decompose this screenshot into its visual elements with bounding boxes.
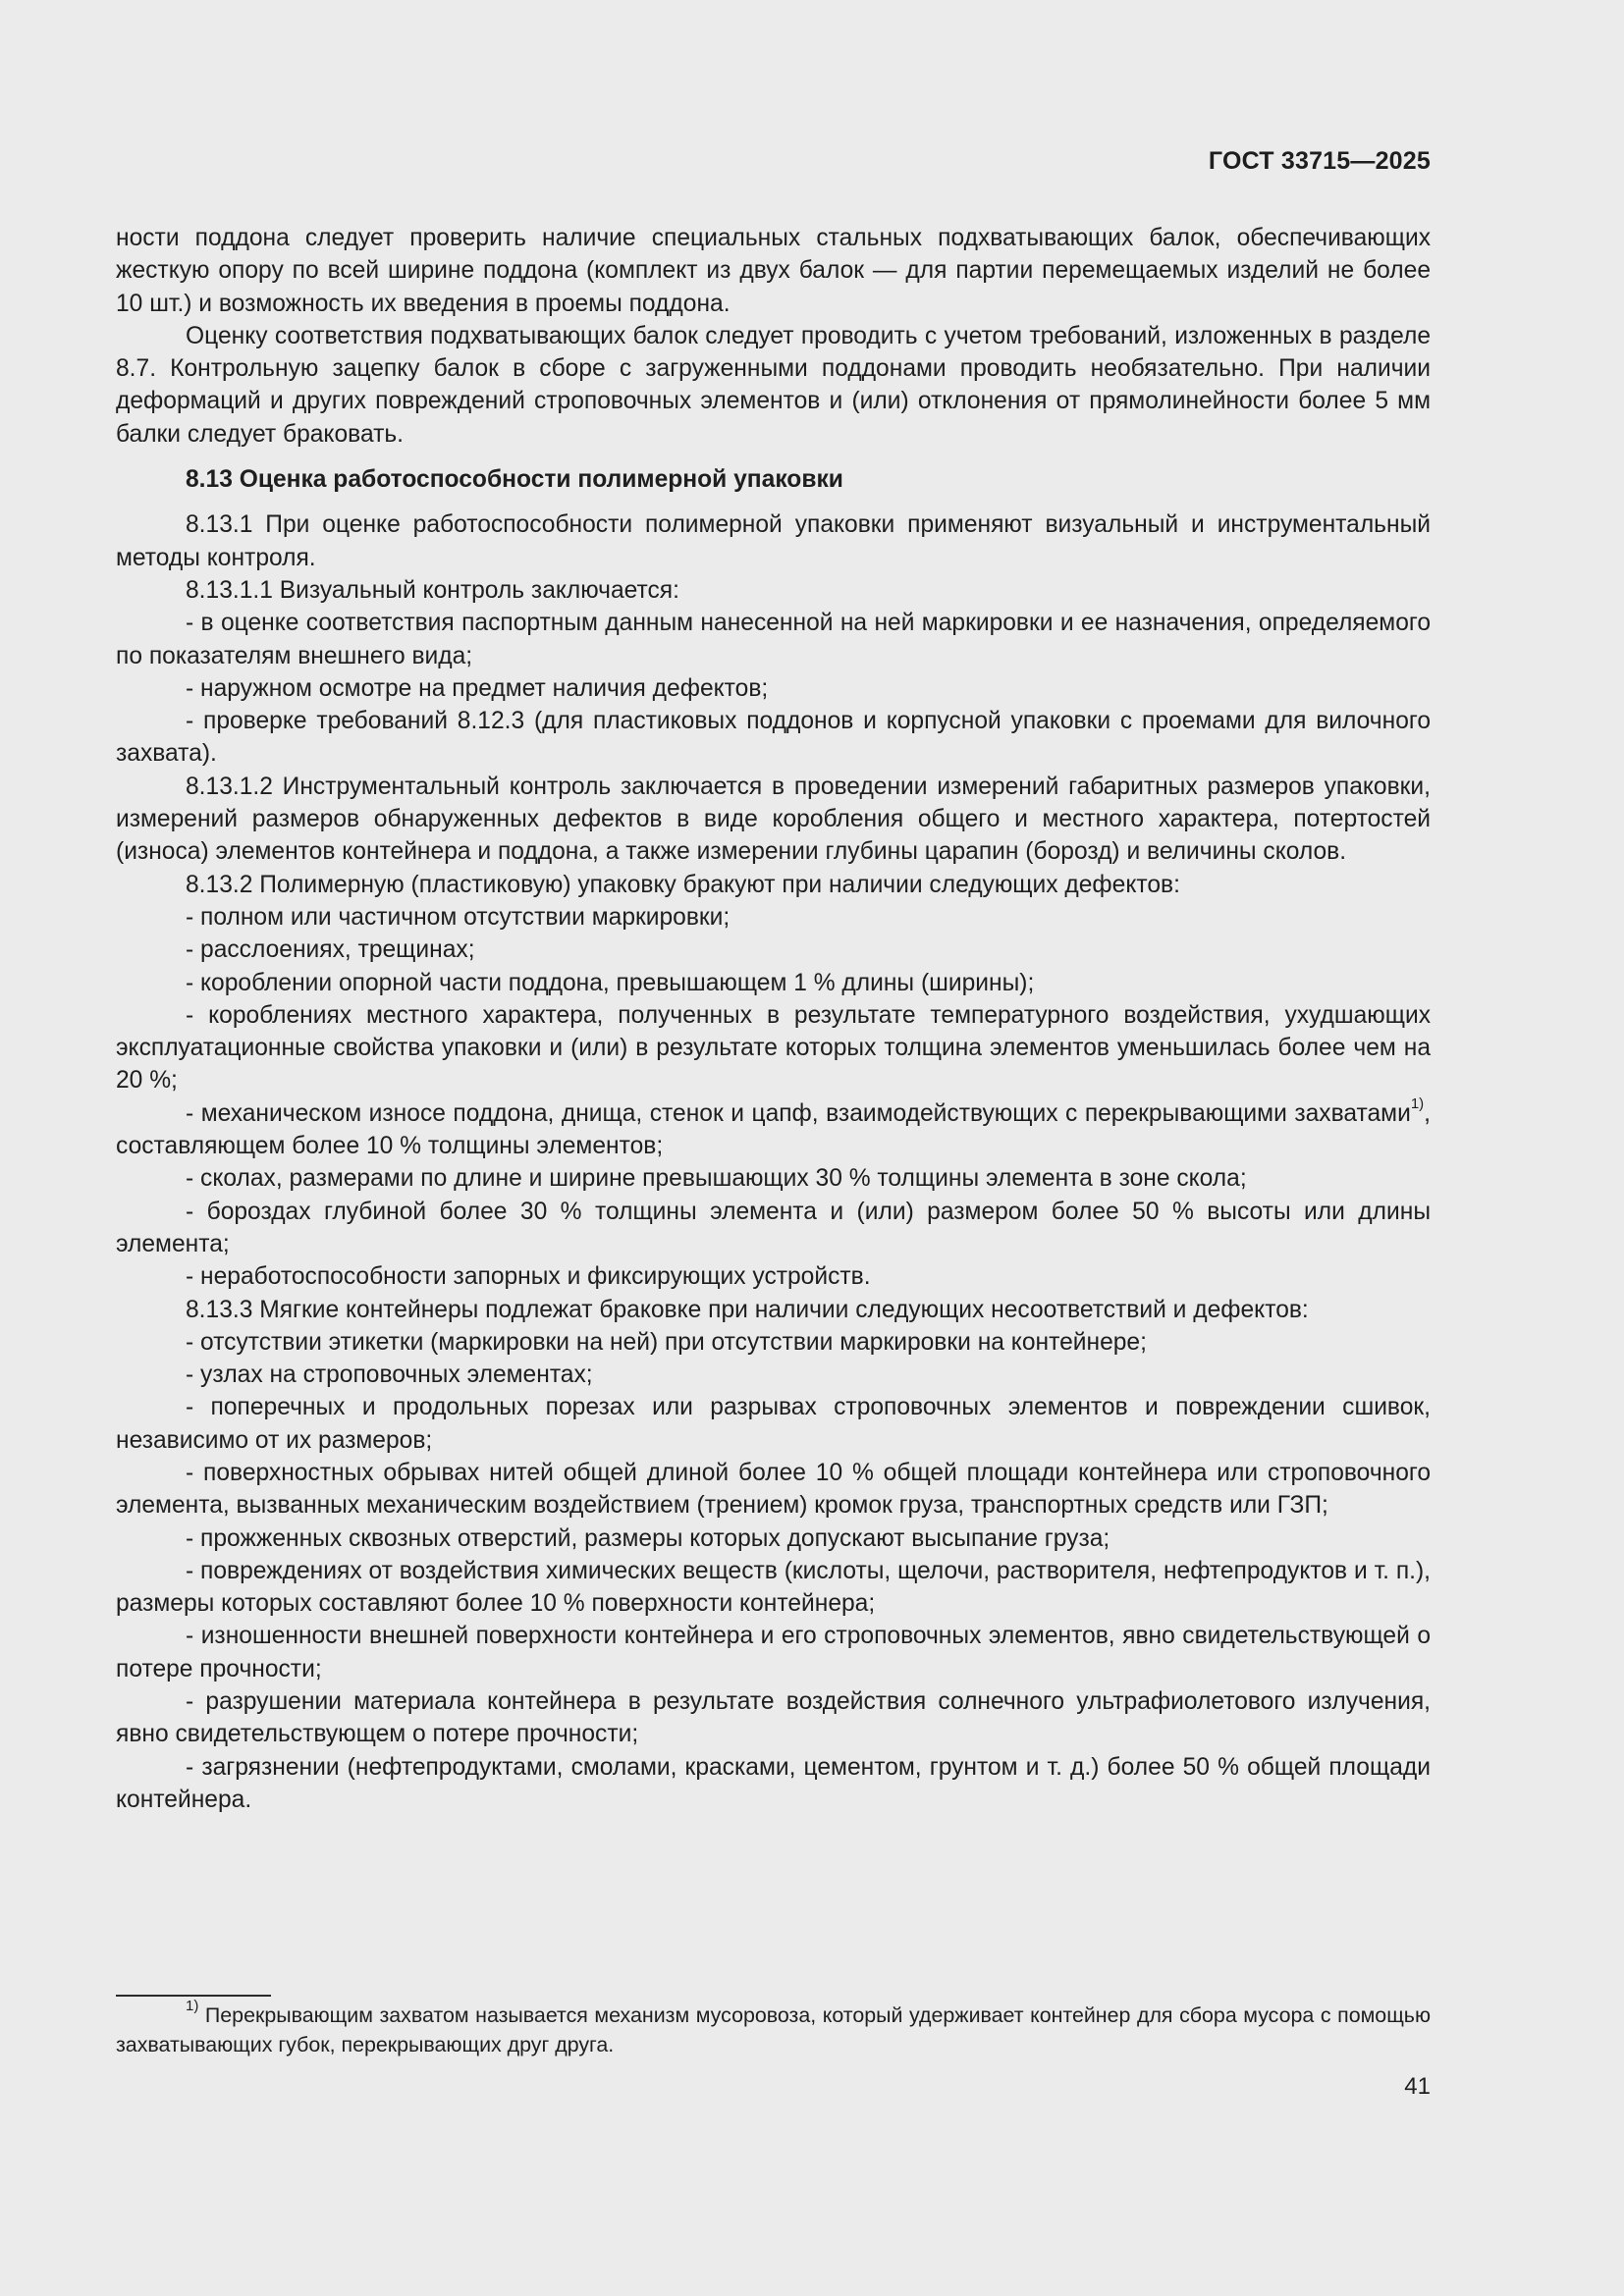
footnote: $^{1)}$ Перекрывающим захватом называется механизм мусоровоза, который удерживает контейнер для сбора мусора с помощью захватывающих губок, перекрывающих друг друга. xyxy=(116,1997,1431,2056)
standard-code-header: ГОСТ 33715—2025 xyxy=(1208,147,1431,175)
document-body xyxy=(116,222,1431,1816)
list-item-text: - механическом износе поддона, днища, стенок и цапф, взаимодействующих с перекрывающими захватами xyxy=(186,1099,1411,1127)
paragraph-8-13-1-2: 8.13.1.2 Инструментальный контроль заключается в проведении измерений габаритных размеров упаковки, измерений размеров обнаруженных дефектов в виде коробления общего и местного характера, потертостей (износа) элементов контейнера и поддона, а также измерении глубины царапин (борозд) и величины сколов. xyxy=(116,773,1431,866)
list-item: - узлах на строповочных элементах; xyxy=(186,1362,593,1389)
list-item: - неработоспособности запорных и фиксирующих устройств. xyxy=(186,1263,871,1291)
section-heading-8-13: 8.13 Оценка работоспособности полимерной упаковки xyxy=(186,466,843,494)
list-item: - повреждениях от воздействия химических веществ (кислоты, щелочи, растворителя, нефтепродуктов и т. п.), размеры которых составляют более 10 % поверхности контейнера; xyxy=(116,1557,1431,1618)
paragraph-8-13-3: 8.13.3 Мягкие контейнеры подлежат браковке при наличии следующих несоответствий и дефектов: xyxy=(186,1296,1309,1323)
list-item: - короблениях местного характера, полученных в результате температурного воздействия, ухудшающих эксплуатационные свойства упаковки и (или) в результате которых толщина элементов уменьшилась более чем на 20 %; xyxy=(116,1001,1431,1095)
list-item: - бороздах глубиной более 30 % толщины элемента и (или) размером более 50 % высоты или длины элемента; xyxy=(116,1198,1431,1257)
page-number: 41 xyxy=(1404,2073,1431,2100)
list-item: - разрушении материала контейнера в результате воздействия солнечного ультрафиолетового излучения, явно свидетельствующем о потере прочности; xyxy=(116,1688,1431,1748)
paragraph: Оценку соответствия подхватывающих балок следует проводить с учетом требований, изложенных в разделе 8.7. Контрольную зацепку балок в сборе с загруженными поддонами проводить необязательно. При наличии деформаций и других повреждений строповочных элементов и (или) отклонения от прямолинейности более 5 мм балки следует браковать. xyxy=(116,322,1431,448)
paragraph-8-13-1-1: 8.13.1.1 Визуальный контроль заключается: xyxy=(186,576,679,604)
list-item: - полном или частичном отсутствии маркировки; xyxy=(186,903,731,931)
list-item: - отсутствии этикетки (маркировки на ней) при отсутствии маркировки на контейнере; xyxy=(186,1328,1147,1356)
footnote-reference: 1) xyxy=(1410,1095,1425,1112)
paragraph-8-13-1: 8.13.1 При оценке работоспособности полимерной упаковки применяют визуальный и инструментальный методы контроля. xyxy=(116,511,1431,571)
list-item: - загрязнении (нефтепродуктами, смолами, красками, цементом, грунтом и т. д.) более 50 % общей площади контейнера. xyxy=(116,1753,1431,1813)
list-item: - в оценке соответствия паспортным данным нанесенной на ней маркировки и ее назначения, определяемого по показателям внешнего вида; xyxy=(116,610,1431,669)
document-page xyxy=(116,0,1431,2296)
list-item: - изношенности внешней поверхности контейнера и его строповочных элементов, явно свидетельствующей о потере прочности; xyxy=(116,1623,1431,1682)
list-item: - поперечных и продольных порезах или разрывах строповочных элементов и повреждении сшивок, независимо от их размеров; xyxy=(116,1394,1431,1454)
list-item: - прожженных сквозных отверстий, размеры которых допускают высыпание груза; xyxy=(186,1524,1110,1552)
list-item-text: , составляющем более 10 % толщины элементов; xyxy=(116,1099,1431,1160)
list-item: - расслоениях, трещинах; xyxy=(186,936,475,964)
list-item-with-footnote xyxy=(116,1097,1431,1163)
list-item: - поверхностных обрывах нитей общей длиной более 10 % общей площади контейнера или строповочного элемента, вызванных механическим воздействием (трением) кромок груза, транспортных средств или ГЗП; xyxy=(116,1459,1431,1520)
list-item: - наружном осмотре на предмет наличия дефектов; xyxy=(186,674,769,702)
list-item: - проверке требований 8.12.3 (для пластиковых поддонов и корпусной упаковки с проемами для вилочного захвата). xyxy=(116,708,1431,768)
paragraph-8-13-2: 8.13.2 Полимерную (пластиковую) упаковку бракуют при наличии следующих дефектов: xyxy=(186,871,1180,898)
list-item: - сколах, размерами по длине и ширине превышающих 30 % толщины элемента в зоне скола; xyxy=(186,1165,1247,1193)
list-item: - короблении опорной части поддона, превышающем 1 % длины (ширины); xyxy=(186,969,1035,996)
paragraph-continuation: ности поддона следует проверить наличие специальных стальных подхватывающих балок, обеспечивающих жесткую опору по всей ширине поддона (комплект из двух балок — для партии перемещаемых изделий не более 10 шт.) и возможность их введения в проемы поддона. xyxy=(116,225,1431,317)
footnote-divider xyxy=(116,1995,271,1997)
footnote-text: Перекрывающим захватом называется механизм мусоровоза, который удерживает контейнер для сбора мусора с помощью захватывающих губок, перекрывающих друг друга. xyxy=(116,2003,1431,2056)
